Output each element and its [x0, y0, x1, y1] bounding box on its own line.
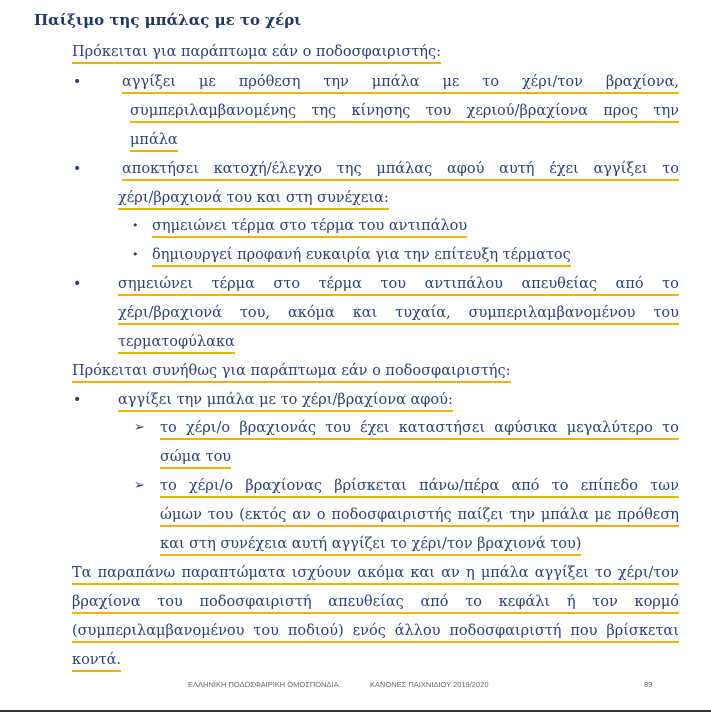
- sub-bullet-2: [152, 245, 571, 267]
- bullet-icon: •: [73, 392, 82, 408]
- word: αντιπάλου: [424, 276, 503, 292]
- word: συμπεριλαμβανομένης: [130, 103, 297, 119]
- word: έχει: [359, 420, 390, 436]
- arrow-1-line-1: [160, 418, 679, 440]
- closing-line-1: [72, 563, 679, 585]
- word: βραχίονας: [245, 478, 322, 494]
- word: (συμπεριλαμβανομένου: [72, 623, 245, 639]
- word: αποκτήσει: [122, 161, 199, 177]
- word: του: [425, 103, 452, 119]
- bullet-1-line-1: [122, 72, 679, 94]
- bullet-4-line: [118, 390, 453, 412]
- word: αν: [441, 565, 460, 581]
- word: χέρι/τον: [521, 74, 583, 90]
- word: τυχαία,: [395, 305, 451, 321]
- arrow-1-text-1: [160, 418, 679, 440]
- closing-text-1: [72, 563, 679, 585]
- word: της: [336, 161, 362, 177]
- word: μπάλα: [480, 565, 529, 581]
- word: με: [198, 74, 216, 90]
- word: με: [442, 74, 460, 90]
- word: μπάλα: [540, 507, 589, 523]
- word: τέρμα: [318, 276, 362, 292]
- word: καταστήσει: [398, 420, 486, 436]
- word: ενός: [352, 623, 386, 639]
- arrow-2-line-1: [160, 476, 679, 498]
- word: απευθείας: [521, 276, 597, 292]
- intro-2-text: Πρόκειται συνήθως για παράπτωμα εάν ο ποδοσφαιριστής:: [72, 363, 511, 383]
- word: των: [650, 478, 679, 494]
- word: στο: [273, 276, 301, 292]
- word: το: [662, 161, 679, 177]
- sub-bullet-1: [152, 216, 467, 238]
- bullet-2-line-2: [118, 188, 389, 210]
- closing-line-3: [72, 621, 679, 643]
- word: του: [253, 623, 279, 639]
- bullet-4-text: αγγίξει την μπάλα με το χέρι/βραχίονα αφού:: [118, 392, 453, 412]
- arrow-bullet-icon: ➢: [134, 478, 145, 493]
- word: αγγίξει: [534, 565, 589, 581]
- word: το: [482, 74, 500, 90]
- intro-text: Πρόκειται για παράπτωμα εάν ο ποδοσφαιριστής:: [72, 44, 441, 64]
- word: ποδοσφαιριστή: [449, 623, 562, 639]
- word: παραπάνω: [97, 565, 176, 581]
- arrow-2-text-3: και στη συνέχεια αυτή αγγίζει το χέρι/τον βραχιονά του): [160, 536, 581, 556]
- bullet-3-line-2: [118, 303, 679, 325]
- sub-bullet-icon: •: [132, 248, 139, 261]
- word: πρόθεση: [238, 74, 301, 90]
- word: το: [662, 420, 679, 436]
- word: βρίσκεται: [606, 623, 679, 639]
- word: ο: [316, 507, 326, 523]
- word: πάνω/πέρα: [419, 478, 500, 494]
- closing-text-2: [72, 592, 679, 614]
- sub-bullet-icon: •: [132, 219, 139, 232]
- word: χέρι/ο: [185, 420, 231, 436]
- word: το: [160, 478, 177, 494]
- word: της: [311, 103, 337, 119]
- word: βραχίονα,: [605, 74, 679, 90]
- word: χέρι/βραχιονά: [118, 305, 222, 321]
- word: κίνησης: [351, 103, 411, 119]
- closing-text-3: [72, 621, 679, 643]
- intro-line: [72, 42, 441, 64]
- word: αφού: [446, 161, 485, 177]
- word: την: [323, 74, 349, 90]
- word: Τα: [72, 565, 92, 581]
- bullet-3-line-3: [118, 332, 235, 354]
- word: παραπτώματα: [181, 565, 286, 581]
- word: επίπεδο: [580, 478, 639, 494]
- word: κεφάλι: [498, 594, 551, 610]
- word: του: [207, 507, 234, 523]
- bullet-1-text-1: [122, 72, 679, 94]
- word: την: [653, 103, 679, 119]
- bullet-icon: •: [73, 74, 82, 90]
- word: το: [551, 478, 569, 494]
- word: που: [570, 623, 598, 639]
- bullet-icon: •: [73, 161, 82, 177]
- arrow-1-line-2: [160, 447, 231, 469]
- word: απευθείας: [328, 594, 404, 610]
- word: μεγαλύτερο: [566, 420, 653, 436]
- bullet-3-text-3: τερματοφύλακα: [118, 334, 235, 354]
- word: χέρι/ο: [189, 478, 234, 494]
- word: του: [653, 305, 679, 321]
- word: (εκτός: [239, 507, 287, 523]
- word: κατοχή/έλεγχο: [213, 161, 323, 177]
- word: παίζει: [457, 507, 504, 523]
- word: αυτή: [499, 161, 535, 177]
- closing-text-4: κοντά.: [72, 652, 121, 672]
- word: του: [325, 420, 351, 436]
- word: από: [511, 478, 540, 494]
- word: το: [662, 276, 679, 292]
- word: χέρι/τον: [617, 565, 679, 581]
- intro-line: [72, 361, 511, 383]
- bullet-2-line-1: [122, 159, 679, 181]
- word: συμπεριλαμβανομένου: [468, 305, 636, 321]
- word: από: [420, 594, 449, 610]
- word: τον: [592, 594, 618, 610]
- word: την: [509, 507, 535, 523]
- word: βραχιονάς: [239, 420, 316, 436]
- word: αγγίξει: [122, 74, 176, 90]
- word: με: [594, 507, 612, 523]
- word: από: [615, 276, 644, 292]
- word: ή: [566, 594, 576, 610]
- footer-organization: ΕΛΛΗΝΙΚΗ ΠΟΔΟΣΦΑΙΡΙΚΗ ΟΜΟΣΠΟΝΔΙΑ: [188, 680, 339, 689]
- footer-page-number: 89: [644, 680, 653, 689]
- word: αν: [292, 507, 311, 523]
- bullet-1-text-3: μπάλα: [130, 132, 178, 152]
- word: αφύσικα: [494, 420, 558, 436]
- arrow-2-text-2: [160, 505, 679, 527]
- word: προς: [603, 103, 639, 119]
- bullet-1-line-2: [130, 101, 679, 123]
- footer-divider: [0, 710, 711, 712]
- word: πρόθεση: [617, 507, 679, 523]
- word: έχει: [549, 161, 579, 177]
- word: άλλου: [394, 623, 441, 639]
- word: ώμων: [160, 507, 202, 523]
- word: ακόμα: [287, 305, 335, 321]
- word: η: [465, 565, 475, 581]
- word: ισχύουν: [291, 565, 352, 581]
- word: το: [465, 594, 483, 610]
- word: μπάλα: [371, 74, 420, 90]
- sub-bullet-2-text: δημιουργεί προφανή ευκαιρία για την επίτευξη τέρματος: [152, 247, 571, 267]
- closing-line-2: [72, 592, 679, 614]
- bullet-3-line-1: [118, 274, 679, 296]
- section-heading: Παίξιμο της μπάλας με το χέρι: [34, 11, 302, 29]
- word: σημειώνει: [118, 276, 194, 292]
- bullet-2-text-1: [122, 159, 679, 181]
- word: τέρμα: [211, 276, 255, 292]
- word: το: [160, 420, 177, 436]
- word: ποδιού): [287, 623, 344, 639]
- word: κορμό: [634, 594, 679, 610]
- word: και: [410, 565, 435, 581]
- bullet-1-line-3: [130, 130, 178, 152]
- word: χεριού/βραχίονα: [466, 103, 588, 119]
- closing-line-4: [72, 650, 121, 672]
- word: βρίσκεται: [334, 478, 407, 494]
- arrow-2-line-3: [160, 534, 581, 556]
- footer-document-title: ΚΑΝΟΝΕΣ ΠΑΙΧΝΙΔΙΟΥ 2019/2020: [370, 680, 489, 689]
- bullet-3-text-1: [118, 274, 679, 296]
- arrow-bullet-icon: ➢: [134, 420, 145, 435]
- bullet-1-text-2: [130, 101, 679, 123]
- bullet-3-text-2: [118, 303, 679, 325]
- word: του,: [239, 305, 271, 321]
- word: ποδοσφαιριστή: [199, 594, 312, 610]
- word: ποδοσφαιριστής: [331, 507, 452, 523]
- word: ακόμα: [357, 565, 405, 581]
- bullet-2-text-2: χέρι/βραχιονά του και στη συνέχεια:: [118, 190, 389, 210]
- sub-bullet-1-text: σημειώνει τέρμα στο τέρμα του αντιπάλου: [152, 218, 467, 238]
- word: του: [157, 594, 183, 610]
- bullet-icon: •: [73, 276, 82, 292]
- word: και: [352, 305, 378, 321]
- arrow-2-text-1: [160, 476, 679, 498]
- word: του: [380, 276, 407, 292]
- arrow-1-text-2: σώμα του: [160, 449, 231, 469]
- word: το: [594, 565, 612, 581]
- arrow-2-line-2: [160, 505, 679, 527]
- word: βραχίονα: [72, 594, 141, 610]
- word: αγγίξει: [593, 161, 648, 177]
- word: μπάλας: [376, 161, 433, 177]
